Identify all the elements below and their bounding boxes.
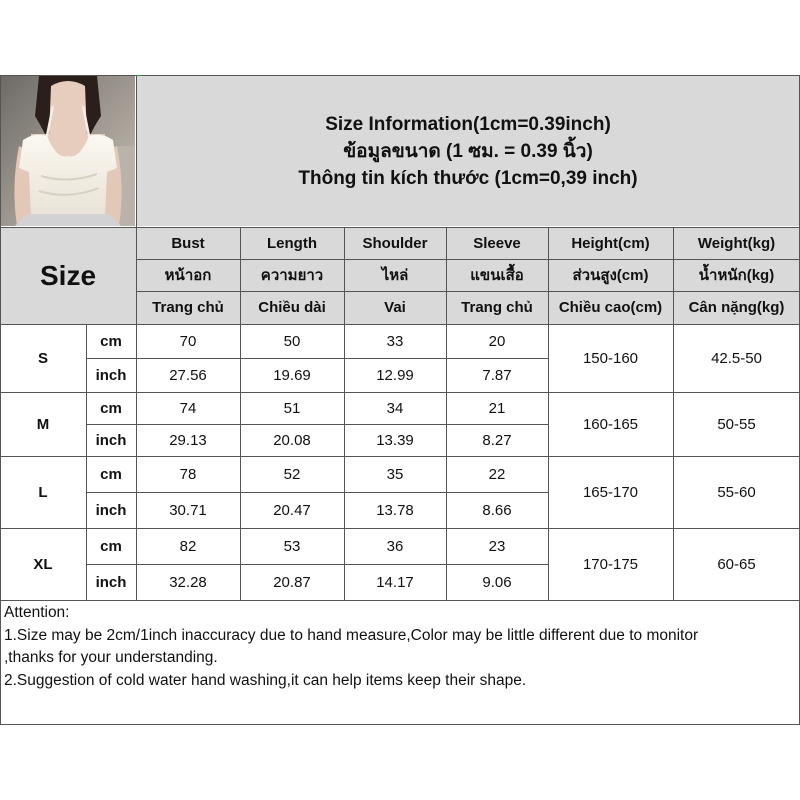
grid-line: [86, 358, 548, 359]
header-th-1: ความยาว: [260, 267, 324, 284]
unit-cm: cm: [100, 399, 122, 417]
header-en-3: Sleeve: [473, 234, 521, 252]
title-vietnamese: Thông tin kích thước (1cm=0,39 inch): [298, 167, 638, 189]
attention-line-3: 2.Suggestion of cold water hand washing,it can help items keep their shape.: [4, 671, 527, 689]
attention-notes: [4, 602, 794, 692]
unit-inch: inch: [95, 366, 127, 384]
value-cm: 52: [283, 465, 301, 483]
value-inch: 14.17: [376, 573, 414, 591]
grid-line: [0, 227, 800, 228]
value-inch: 13.39: [376, 431, 414, 449]
header-en-5: Weight(kg): [697, 234, 776, 252]
size-label-XL: XL: [33, 555, 53, 573]
header-en-1: Length: [267, 234, 317, 252]
size-header: Size: [39, 259, 97, 291]
header-th-0: หน้าอก: [164, 267, 212, 284]
header-vi-1: Chiều dài: [258, 298, 326, 316]
unit-cm: cm: [100, 537, 122, 555]
value-inch: 12.99: [376, 366, 414, 384]
value-cm: 34: [386, 399, 404, 417]
height-range: 165-170: [582, 483, 639, 501]
value-cm: 33: [386, 332, 404, 350]
grid-line: [86, 564, 548, 565]
header-vi-0: Trang chủ: [152, 298, 224, 316]
title-block: [137, 76, 799, 226]
value-inch: 20.87: [273, 573, 311, 591]
header-en-2: Shoulder: [362, 234, 428, 252]
unit-inch: inch: [95, 431, 127, 449]
header-vi-3: Trang chủ: [461, 298, 533, 316]
unit-cm: cm: [100, 465, 122, 483]
header-vi-4: Chiều cao(cm): [558, 298, 663, 316]
value-cm: 51: [283, 399, 301, 417]
value-inch: 7.87: [482, 366, 512, 384]
grid-line: [344, 227, 345, 600]
header-th-5: น้ำหนัก(kg): [698, 267, 775, 284]
weight-range: 60-65: [717, 555, 756, 573]
product-photo: [1, 76, 135, 226]
grid-line: [86, 324, 87, 600]
grid-line: [673, 227, 674, 600]
height-range: 160-165: [582, 415, 639, 433]
grid-line: [136, 227, 137, 600]
grid-line: [240, 227, 241, 600]
value-cm: 74: [179, 399, 197, 417]
grid-line: [0, 600, 800, 601]
value-inch: 20.08: [273, 431, 311, 449]
value-cm: 53: [283, 537, 301, 555]
grid-line: [86, 424, 548, 425]
value-inch: 8.66: [482, 501, 512, 519]
size-label-L: L: [38, 483, 48, 501]
size-label-S: S: [37, 349, 48, 367]
height-range: 170-175: [582, 555, 639, 573]
value-cm: 35: [386, 465, 404, 483]
grid-line: [136, 75, 137, 227]
value-cm: 22: [488, 465, 506, 483]
value-cm: 23: [488, 537, 506, 555]
value-cm: 36: [386, 537, 404, 555]
weight-range: 50-55: [717, 415, 756, 433]
header-en-4: Height(cm): [571, 234, 650, 252]
grid-line: [548, 227, 549, 600]
value-cm: 20: [488, 332, 506, 350]
value-inch: 27.56: [169, 366, 207, 384]
value-inch: 19.69: [273, 366, 311, 384]
value-inch: 29.13: [169, 431, 207, 449]
header-th-4: ส่วนสูง(cm): [572, 267, 649, 284]
header-vi-2: Vai: [384, 298, 406, 316]
grid-line: [136, 291, 800, 292]
unit-cm: cm: [100, 332, 122, 350]
weight-range: 42.5-50: [711, 349, 762, 367]
attention-line-1: 1.Size may be 2cm/1inch inaccuracy due to hand measure,Color may be little different due to monitor: [4, 626, 699, 644]
value-inch: 20.47: [273, 501, 311, 519]
value-inch: 32.28: [169, 573, 207, 591]
attention-line-2: ,thanks for your understanding.: [4, 649, 218, 666]
grid-line: [136, 259, 800, 260]
title-english: Size Information(1cm=0.39inch): [325, 113, 611, 135]
value-cm: 50: [283, 332, 301, 350]
unit-inch: inch: [95, 501, 127, 519]
size-chart-sheet: [0, 75, 800, 725]
value-cm: 78: [179, 465, 197, 483]
value-cm: 21: [488, 399, 506, 417]
value-cm: 82: [179, 537, 197, 555]
unit-inch: inch: [95, 573, 127, 591]
grid-line: [446, 227, 447, 600]
weight-range: 55-60: [717, 483, 756, 501]
value-inch: 8.27: [482, 431, 512, 449]
size-label-M: M: [36, 415, 50, 433]
header-en-0: Bust: [171, 234, 205, 252]
grid-line: [0, 324, 800, 325]
value-inch: 9.06: [482, 573, 512, 591]
value-inch: 13.78: [376, 501, 414, 519]
value-inch: 30.71: [169, 501, 207, 519]
header-th-2: ไหล่: [381, 267, 409, 284]
value-cm: 70: [179, 332, 197, 350]
border-line: [0, 724, 800, 725]
title-thai: ข้อมูลขนาด (1 ซม. = 0.39 นิ้ว): [343, 140, 593, 162]
grid-line: [86, 492, 548, 493]
header-th-3: แขนเสื้อ: [470, 267, 524, 284]
attention-heading: Attention:: [4, 604, 70, 621]
height-range: 150-160: [582, 349, 639, 367]
header-vi-5: Cân nặng(kg): [688, 298, 785, 316]
